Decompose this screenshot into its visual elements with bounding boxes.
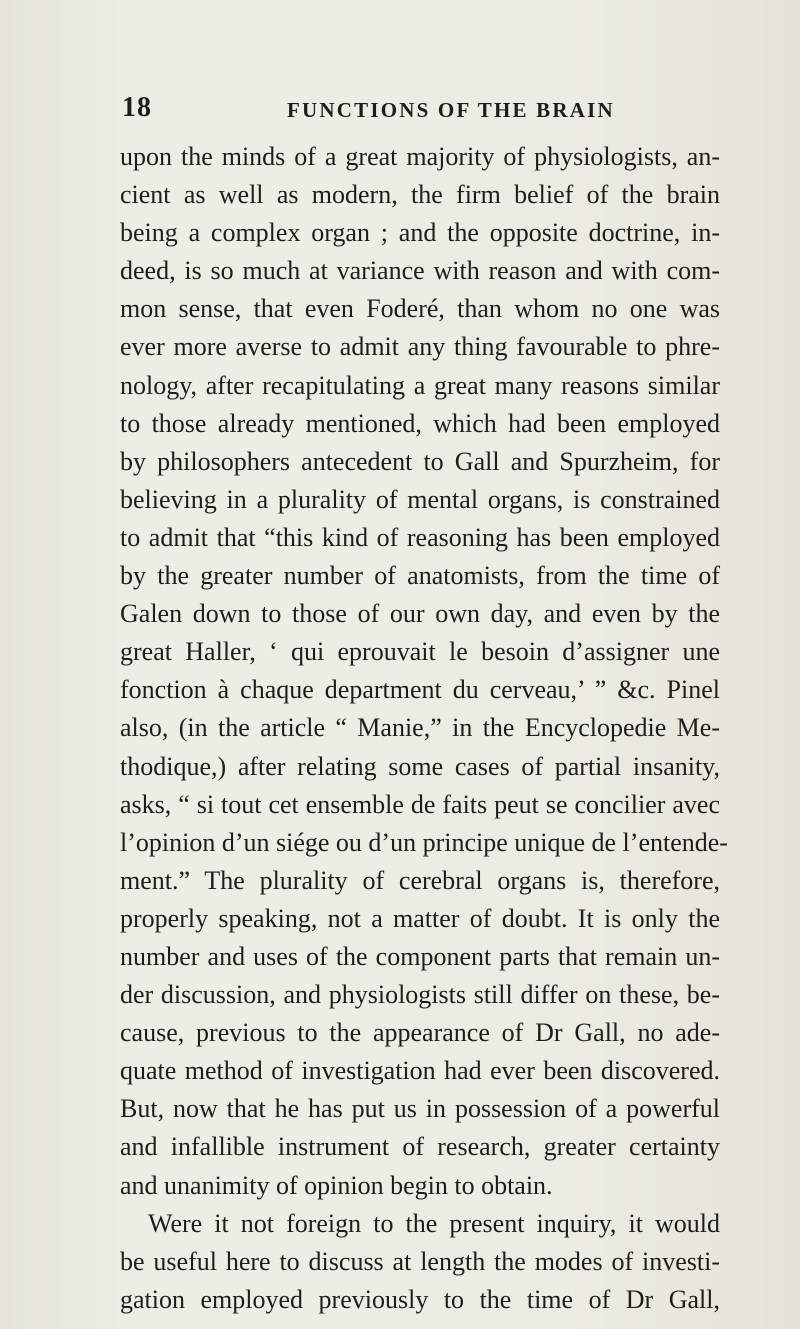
text-line: upon the minds of a great majority of physiologists, an- — [120, 142, 720, 171]
text-line: cient as well as modern, the firm belief of the brain — [120, 180, 720, 210]
text-line: deed, is so much at variance with reason and with com- — [120, 256, 720, 286]
text-line: also, (in the article “ Manie,” in the Encyclopedie Me- — [120, 713, 720, 743]
text-line: by the greater number of anatomists, from the time of — [120, 561, 720, 591]
text-line: properly speaking, not a matter of doubt. It is only the — [120, 903, 720, 933]
text-line: ever more averse to admit any thing favourable to phre- — [120, 332, 720, 362]
text-line: number and uses of the component parts that remain un- — [120, 941, 720, 971]
page-header — [122, 92, 722, 126]
text-line: But, now that he has put us in possession of a powerful — [120, 1094, 720, 1124]
text-line: and infallible instrument of research, greater certainty — [120, 1132, 720, 1162]
text-line: asks, “ si tout cet ensemble de faits peut se concilier avec — [120, 789, 720, 819]
text-line: ment.” The plurality of cerebral organs is, therefore, — [120, 865, 720, 895]
text-line: l’opinion d’un siége ou d’un principe unique de l’entende- — [120, 827, 728, 857]
text-line: to admit that “this kind of reasoning has been employed — [120, 522, 720, 552]
text-line: great Haller, ‘ qui eprouvait le besoin d’assigner une — [120, 637, 720, 667]
text-line: der discussion, and physiologists still differ on these, be- — [120, 980, 720, 1010]
text-line: quate method of investigation had ever been discovered. — [120, 1056, 720, 1086]
text-line: by philosophers antecedent to Gall and Spurzheim, for — [120, 446, 720, 476]
text-line: cause, previous to the appearance of Dr Gall, no ade- — [120, 1018, 720, 1048]
text-line: believing in a plurality of mental organs, is constrained — [120, 484, 720, 514]
text-line: and unanimity of opinion begin to obtain. — [120, 1170, 553, 1200]
running-head: FUNCTIONS OF THE BRAIN — [287, 98, 615, 122]
text-line: to those already mentioned, which had been employed — [120, 408, 720, 438]
text-line: Galen down to those of our own day, and even by the — [120, 599, 720, 629]
body-text — [120, 138, 728, 1319]
text-line: fonction à chaque department du cerveau,’ ” &c. Pinel — [120, 675, 720, 705]
text-line: thodique,) after relating some cases of partial insanity, — [120, 751, 720, 781]
text-line: being a complex organ ; and the opposite doctrine, in- — [120, 218, 720, 248]
text-line: nology, after recapitulating a great many reasons similar — [120, 370, 720, 400]
text-line: gation employed previously to the time of Dr Gall, — [120, 1284, 720, 1314]
page-number: 18 — [122, 92, 152, 123]
text-line: mon sense, that even Foderé, than whom no one was — [120, 294, 720, 324]
text-line: be useful here to discuss at length the modes of investi- — [120, 1246, 720, 1276]
text-line: Were it not foreign to the present inquiry, it would — [148, 1208, 720, 1238]
